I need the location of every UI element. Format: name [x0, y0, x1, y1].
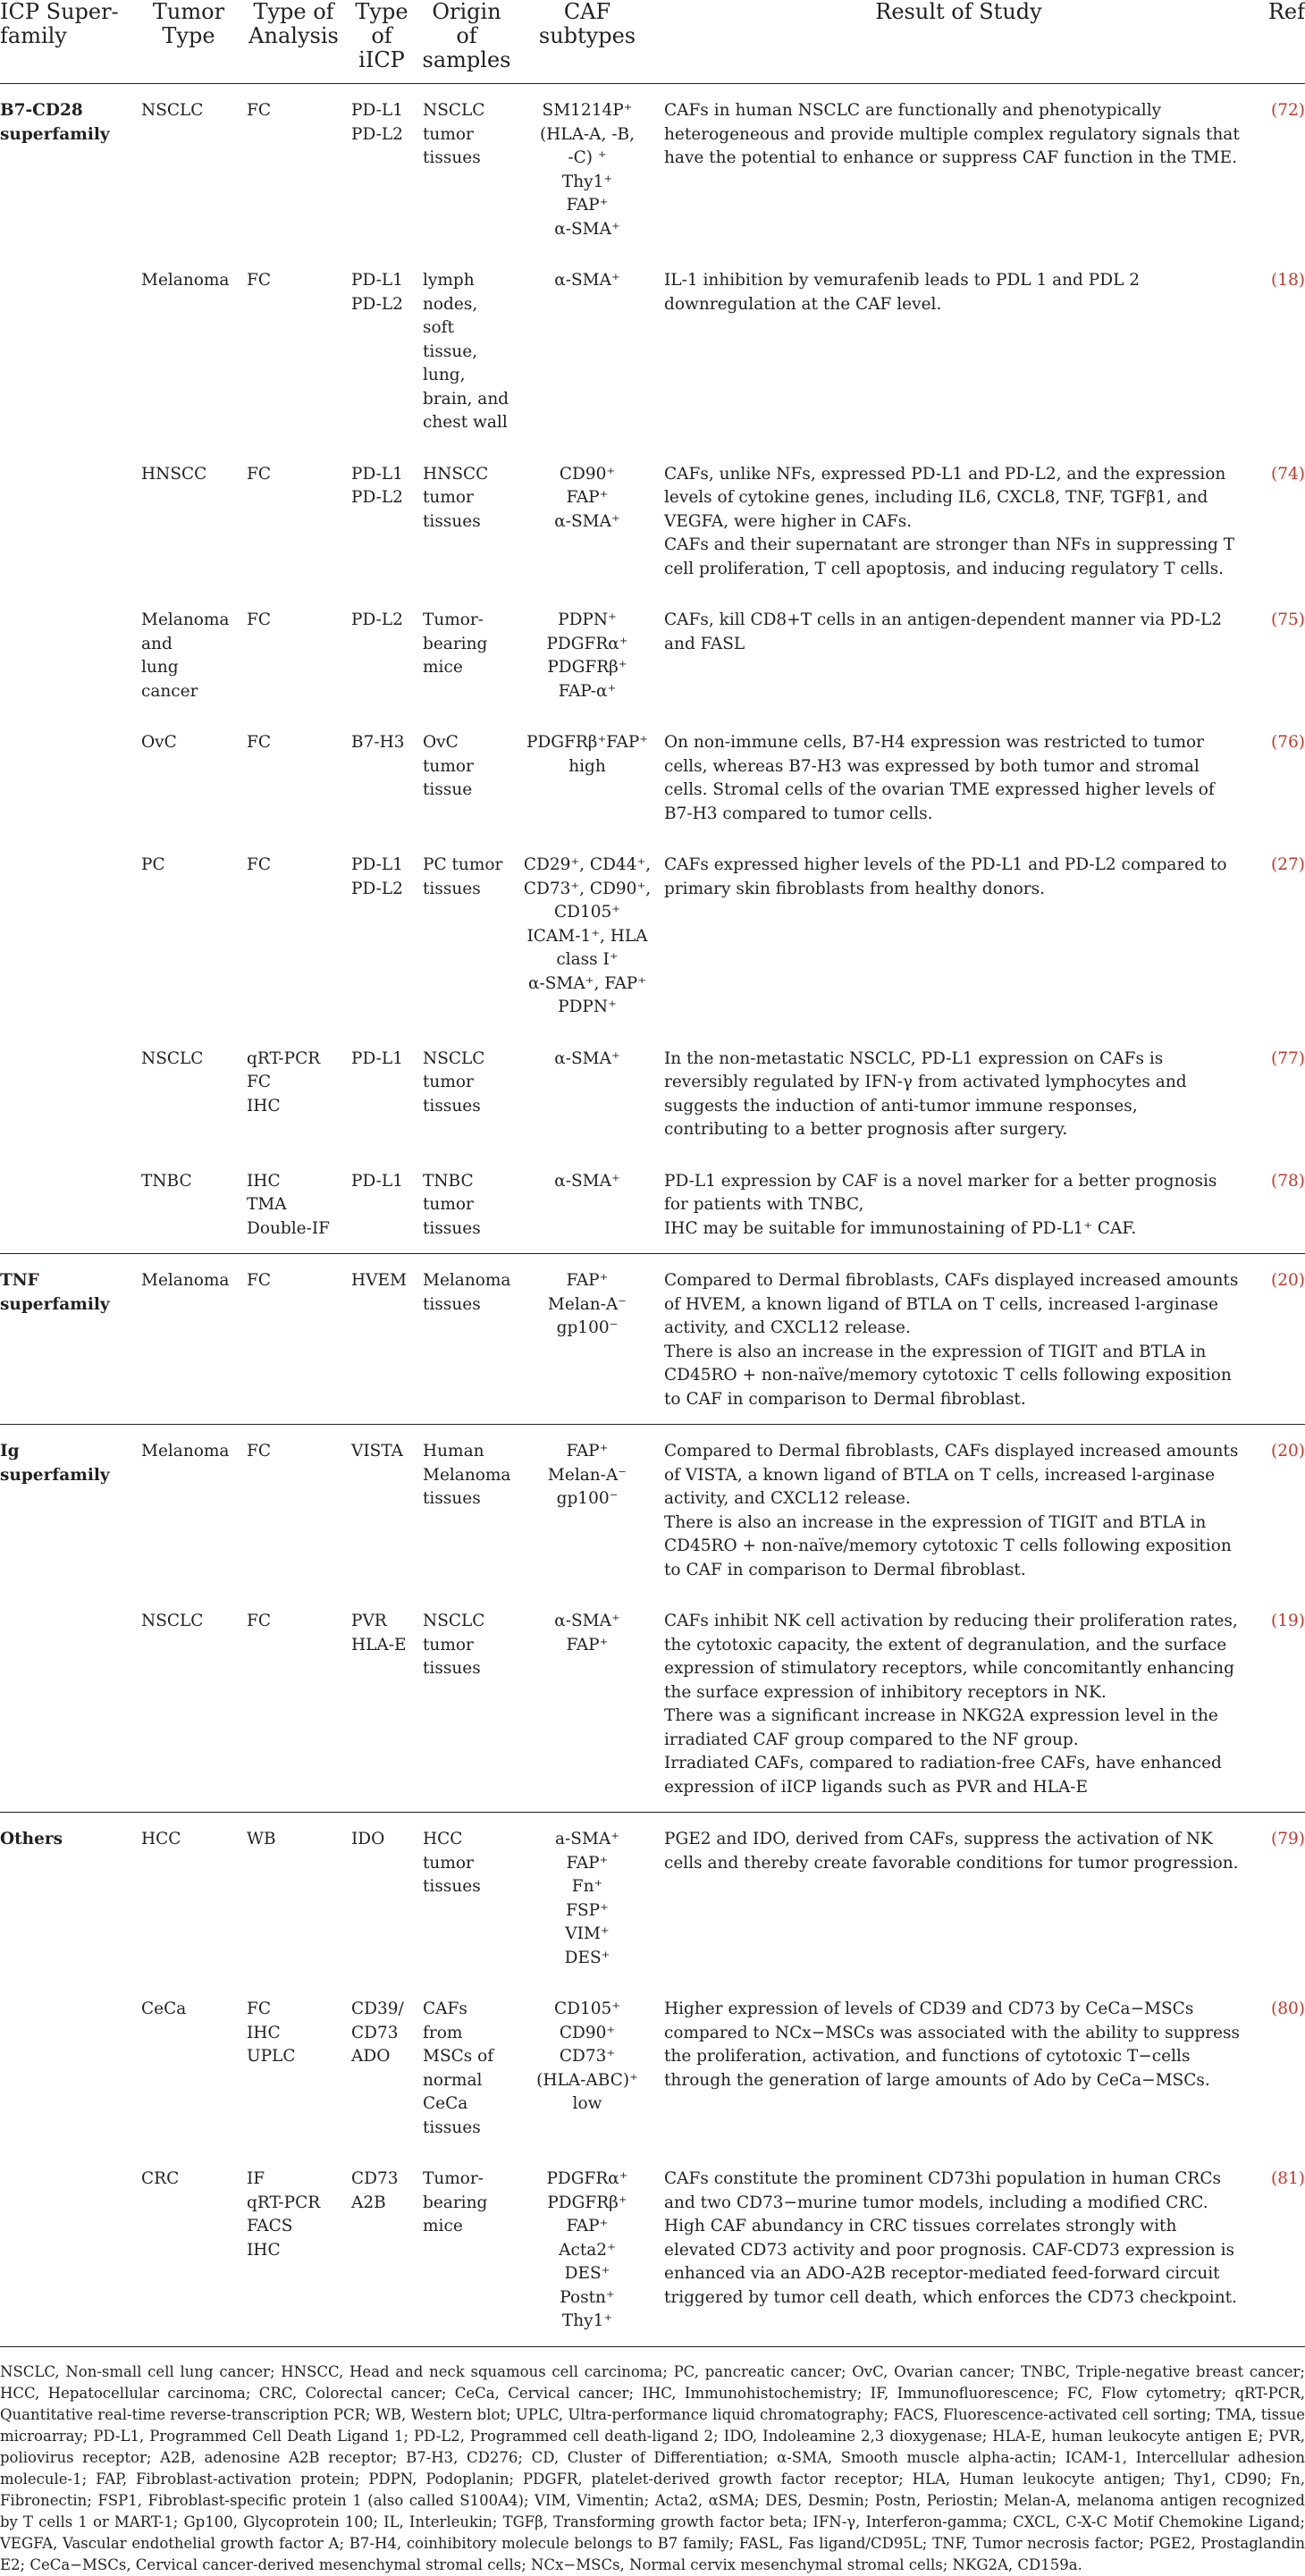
sample-origin-cell: CAFs from MSCs of normal CeCa tissues — [423, 1999, 494, 2137]
header-sample-origin: Origin of samples — [417, 0, 516, 84]
result-cell: CAFs constitute the prominent CD73hi population in human CRCs and two CD73−murine tumor models, including a modified CRC. High CAF abundancy in CRC tissues correlates strongly with elevated CD73 activity and poor prognosis. CAF-CD73 expression is enhanced via an ADO-A2B receptor-mediated feed-forward circuit triggered by tumor cell death, which enforces the CD73 checkpoint. — [664, 2169, 1237, 2307]
sample-origin-cell: HCC tumor tissues — [417, 1813, 516, 1983]
table-row — [0, 448, 1305, 594]
caf-subtypes-cell: PDPN⁺ PDGFRα⁺ PDGFRβ⁺ FAP-α⁺ — [546, 610, 628, 701]
caf-subtypes-cell: FAP⁺ Melan-A⁻ gp100⁻ — [516, 1254, 659, 1425]
tumor-type-cell: Melanoma — [136, 1254, 241, 1425]
table-row — [0, 1983, 1305, 2152]
tumor-type-cell: NSCLC — [141, 1612, 204, 1630]
ref-link[interactable]: (72) — [1259, 84, 1305, 255]
iicp-type-cell: PD-L1 — [351, 1171, 403, 1191]
ref-link[interactable]: (19) — [1271, 1612, 1305, 1630]
result-cell: PGE2 and IDO, derived from CAFs, suppress the activation of NK cells and thereby create favorable conditions for tumor progression. — [659, 1813, 1259, 1983]
analysis-type-cell: FC — [247, 1612, 271, 1630]
iicp-type-cell: B7-H3 — [351, 733, 405, 752]
sample-origin-cell: NSCLC tumor tissues — [417, 84, 516, 255]
analysis-type-cell: WB — [241, 1813, 346, 1983]
sample-origin-cell: NSCLC tumor tissues — [423, 1048, 485, 1115]
sample-origin-cell: lymph nodes, soft tissue, lung, brain, and chest wall — [423, 271, 509, 432]
icp-superfamily-cell — [0, 838, 136, 1032]
tumor-type-cell: Melanoma and lung cancer — [141, 610, 230, 701]
analysis-type-cell: qRT-PCR FC IHC — [247, 1048, 321, 1115]
header-icp-superfamily: ICP Super- family — [0, 0, 136, 84]
iicp-type-cell: PD-L1 PD-L2 — [351, 271, 403, 314]
tumor-type-cell: Melanoma — [136, 1425, 241, 1595]
analysis-type-cell: IHC TMA Double-IF — [247, 1171, 330, 1238]
tumor-type-cell: PC — [141, 855, 165, 874]
caf-subtypes-cell: α-SMA⁺ — [554, 1171, 620, 1191]
table-row — [0, 84, 1305, 255]
icp-superfamily-cell — [0, 1155, 136, 1254]
icp-superfamily-cell — [0, 1983, 136, 2152]
analysis-type-cell: FC — [247, 464, 271, 484]
icp-superfamily-cell — [0, 2152, 136, 2346]
ref-link[interactable]: (20) — [1259, 1425, 1305, 1595]
result-cell: CAFs in human NSCLC are functionally and phenotypically heterogeneous and provide multiple complex regulatory signals that have the potential to enhance or suppress CAF function in the TME. — [659, 84, 1259, 255]
iicp-type-cell: IDO — [346, 1813, 417, 1983]
tumor-type-cell: HCC — [136, 1813, 241, 1983]
ref-link[interactable]: (79) — [1259, 1813, 1305, 1983]
sample-origin-cell: TNBC tumor tissues — [423, 1171, 481, 1238]
table-header — [0, 0, 1305, 84]
table-row — [0, 838, 1305, 1032]
ref-link[interactable]: (77) — [1271, 1048, 1305, 1068]
table-row — [0, 593, 1305, 716]
ref-link[interactable]: (80) — [1271, 1999, 1305, 2018]
caf-subtypes-cell: a-SMA⁺ FAP⁺ Fn⁺ FSP⁺ VIM⁺ DES⁺ — [516, 1813, 659, 1983]
tumor-type-cell: NSCLC — [141, 1048, 204, 1068]
analysis-type-cell: FC — [247, 855, 271, 874]
icp-superfamily-cell: Ig superfamily — [0, 1425, 136, 1595]
sample-origin-cell: OvC tumor tissue — [423, 733, 474, 799]
iicp-type-cell: PD-L2 — [351, 610, 403, 629]
caf-subtypes-cell: CD90⁺ FAP⁺ α-SMA⁺ — [554, 464, 620, 531]
ref-link[interactable]: (76) — [1271, 733, 1305, 752]
iicp-type-cell: PD-L1 PD-L2 — [346, 84, 417, 255]
ref-link[interactable]: (78) — [1271, 1171, 1305, 1191]
header-tumor-type: Tumor Type — [136, 0, 241, 84]
caf-subtypes-cell: α-SMA⁺ — [554, 271, 620, 290]
result-cell: Compared to Dermal fibroblasts, CAFs displayed increased amounts of HVEM, a known ligand of BTLA on T cells, increased l-arginase activity, and CXCL12 release. There is also an increase in the expression of TIGIT and BTLA in CD45RO + non-naïve/memory cytotoxic T cells following exposition to CAF in comparison to Dermal fibroblast. — [659, 1254, 1259, 1425]
iicp-type-cell: VISTA — [346, 1425, 417, 1595]
sample-origin-cell: Melanoma tissues — [417, 1254, 516, 1425]
tumor-type-cell: HNSCC — [141, 464, 207, 484]
ref-link[interactable]: (75) — [1271, 610, 1305, 629]
table-row — [0, 2152, 1305, 2346]
header-iicp-type: Type of iICP — [346, 0, 417, 84]
tumor-type-cell: Melanoma — [141, 271, 230, 290]
caf-subtypes-cell: α-SMA⁺ FAP⁺ — [554, 1612, 620, 1654]
result-cell: CAFs, unlike NFs, expressed PD-L1 and PD-L2, and the expression levels of cytokine genes, including IL6, CXCL8, TNF, TGFβ1, and VEGFA, were higher in CAFs. CAFs and their supernatant are stronger than NFs in suppressing T cell proliferation, T cell apoptosis, and inducing regulatory T cells. — [664, 464, 1235, 578]
caf-subtypes-cell: CD29⁺, CD44⁺, CD73⁺, CD90⁺, CD105⁺ ICAM-1⁺, HLA class I⁺ α-SMA⁺, FAP⁺ PDPN⁺ — [523, 855, 652, 1016]
caf-subtypes-cell: SM1214P⁺ (HLA-A, -B, -C) ⁺ Thy1⁺ FAP⁺ α-SMA⁺ — [516, 84, 659, 255]
analysis-type-cell: FC — [247, 610, 271, 629]
table-row — [0, 1813, 1305, 1983]
result-cell: PD-L1 expression by CAF is a novel marker for a better prognosis for patients with TNBC, IHC may be suitable for immunostaining of PD-L1⁺ CAF. — [664, 1171, 1217, 1238]
table-row — [0, 1155, 1305, 1254]
caf-subtypes-cell: PDGFRβ⁺FAP⁺ high — [526, 733, 649, 776]
sample-origin-cell: PC tumor tissues — [423, 855, 503, 898]
ref-link[interactable]: (18) — [1271, 271, 1305, 290]
result-cell: CAFs, kill CD8+T cells in an antigen-dependent manner via PD-L2 and FASL — [664, 610, 1223, 653]
result-cell: On non-immune cells, B7-H4 expression was restricted to tumor cells, whereas B7-H3 was expressed by both tumor and stromal cells. Stromal cells of the ovarian TME expressed higher levels of B7-H3 compared to tumor cells. — [664, 733, 1215, 823]
tumor-type-cell: NSCLC — [136, 84, 241, 255]
icp-superfamily-cell — [0, 593, 136, 716]
table-row — [0, 1595, 1305, 1813]
result-cell: In the non-metastatic NSCLC, PD-L1 expression on CAFs is reversibly regulated by IFN-γ from activated lymphocytes and suggests the induction of anti-tumor immune responses, contributing to a better prognosis after surgery. — [664, 1048, 1187, 1139]
result-cell: CAFs inhibit NK cell activation by reducing their proliferation rates, the cytotoxic capacity, the extent of degranulation, and the surface expression of stimulatory receptors, while concomitantly enhancing the surface expression of inhibitory receptors in NK. There was a significant increase in NKG2A expression level in the irradiated CAF group compared to the NF group. Irradiated CAFs, compared to radiation-free CAFs, have enhanced expression of iICP ligands such as PVR and HLA-E — [664, 1612, 1238, 1797]
analysis-type-cell: FC — [247, 271, 271, 290]
analysis-type-cell: FC IHC UPLC — [247, 1999, 296, 2066]
iicp-type-cell: PVR HLA-E — [351, 1612, 407, 1654]
header-ref: Ref — [1259, 0, 1305, 84]
sample-origin-cell: NSCLC tumor tissues — [423, 1612, 485, 1678]
analysis-type-cell: IF qRT-PCR FACS IHC — [247, 2169, 321, 2260]
caf-subtypes-cell: α-SMA⁺ — [554, 1048, 620, 1068]
caf-subtypes-cell: FAP⁺ Melan-A⁻ gp100⁻ — [516, 1425, 659, 1595]
caf-subtypes-cell: PDGFRα⁺ PDGFRβ⁺ FAP⁺ Acta2⁺ DES⁺ Postn⁺ Thy1⁺ — [546, 2169, 628, 2330]
table-row — [0, 254, 1305, 448]
result-cell: CAFs expressed higher levels of the PD-L1 and PD-L2 compared to primary skin fibroblasts from healthy donors. — [664, 855, 1227, 898]
sample-origin-cell: Human Melanoma tissues — [417, 1425, 516, 1595]
table-row — [0, 1032, 1305, 1155]
header-analysis-type: Type of Analysis — [241, 0, 346, 84]
ref-link[interactable]: (81) — [1271, 2169, 1305, 2188]
icp-superfamily-cell — [0, 254, 136, 448]
analysis-type-cell: FC — [241, 84, 346, 255]
icp-superfamily-cell — [0, 1032, 136, 1155]
result-cell: IL-1 inhibition by vemurafenib leads to PDL 1 and PDL 2 downregulation at the CAF level. — [664, 271, 1141, 314]
table-row — [0, 1254, 1305, 1425]
tumor-type-cell: TNBC — [141, 1171, 192, 1191]
analysis-type-cell: FC — [241, 1425, 346, 1595]
header-caf-subtypes: CAF subtypes — [516, 0, 659, 84]
icp-superfamily-cell: B7-CD28 superfamily — [0, 84, 136, 255]
icp-superfamily-cell: Others — [0, 1813, 136, 1983]
icp-superfamily-cell: TNF superfamily — [0, 1254, 136, 1425]
header-result: Result of Study — [659, 0, 1259, 84]
caf-subtypes-cell: CD105⁺ CD90⁺ CD73⁺ (HLA-ABC)⁺ low — [536, 1999, 638, 2113]
iicp-type-cell: CD73 A2B — [351, 2169, 399, 2212]
iicp-type-cell: PD-L1 PD-L2 — [351, 855, 403, 898]
table-row — [0, 1425, 1305, 1595]
ref-link[interactable]: (27) — [1271, 855, 1305, 874]
iicp-type-cell: HVEM — [346, 1254, 417, 1425]
iicp-type-cell: CD39/ CD73 ADO — [351, 1999, 404, 2066]
tumor-type-cell: CeCa — [141, 1999, 187, 2018]
table-footnote: NSCLC, Non-small cell lung cancer; HNSCC, Head and neck squamous cell carcinoma; PC, pancreatic cancer; OvC, Ovarian cancer; TNBC, Triple-negative breast cancer; HCC, Hepatocellular carcinoma; CRC, Colorectal cancer; CeCa, Cervical cancer; IHC, Immunohistochemistry; IF, Immunofluorescence; FC, Flow cytometry; qRT-PCR, Quantitative real-time reverse-transcription PCR; WB, Western blot; UPLC, Ultra-performance liquid chromatography; FACS, Fluorescence-activated cell sorting; TMA, tissue microarray; PD-L1, Programmed Cell Death Ligand 1; PD-L2, Programmed cell death-ligand 2; IDO, Indoleamine 2,3 dioxygenase; HLA-E, human leukocyte antigen E; PVR, poliovirus receptor; A2B, adenosine A2B receptor; B7-H3, CD276; CD, Cluster of Differentiation; α-SMA, Smooth muscle alpha-actin; ICAM-1, Intercellular adhesion molecule-1; FAP, Fibroblast-activation protein; PDPN, Podoplanin; PDGFR, platelet-derived growth factor receptor; HLA, Human leukocyte antigen; Thy1, CD90; Fn, Fibronectin; FSP1, Fibroblast-specific protein 1 (also called S100A4); VIM, Vimentin; Acta2, αSMA; DES, Desmin; Postn, Periostin; Melan-A, melanoma antigen recognized by T cells 1 or MART-1; Gp100, Glycoprotein 100; IL, Interleukin; TGFβ, Transforming growth factor beta; IFN-γ, Interferon-gamma; CXCL, C-X-C Motif Chemokine Ligand; VEGFA, Vascular endothelial growth factor A; B7-H4, coinhibitory molecule belongs to B7 family; FASL, Fas ligand/CD95L; TNF, Tumor necrosis factor; PGE2, Prostaglandin E2; CeCa−MSCs, Cervical cancer-derived mesenchymal stromal cells; NCx−MSCs, Normal cervix mesenchymal stromal cells; NKG2A, CD159a. — [0, 2346, 1305, 2576]
tumor-type-cell: OvC — [141, 733, 177, 752]
sample-origin-cell: Tumor- bearing mice — [423, 2169, 488, 2235]
iicp-type-cell: PD-L1 PD-L2 — [351, 464, 403, 507]
icp-superfamily-cell — [0, 448, 136, 594]
icp-superfamily-cell — [0, 1595, 136, 1813]
ref-link[interactable]: (74) — [1271, 464, 1305, 484]
icp-superfamily-cell — [0, 716, 136, 838]
result-cell: Compared to Dermal fibroblasts, CAFs displayed increased amounts of VISTA, a known ligand of BTLA on T cells, increased l-arginase activity, and CXCL12 release. There is also an increase in the expression of TIGIT and BTLA in CD45RO + non-naïve/memory cytotoxic T cells following exposition to CAF in comparison to Dermal fibroblast. — [659, 1425, 1259, 1595]
sample-origin-cell: HNSCC tumor tissues — [423, 464, 489, 531]
tumor-type-cell: CRC — [141, 2169, 180, 2188]
sample-origin-cell: Tumor- bearing mice — [423, 610, 488, 677]
table-body — [0, 84, 1305, 2346]
table-row — [0, 716, 1305, 838]
result-cell: Higher expression of levels of CD39 and CD73 by CeCa−MSCs compared to NCx−MSCs was associated with the ability to suppress the proliferation, activation, and functions of cytotoxic T−cells through the generation of large amounts of Ado by CeCa−MSCs. — [664, 1999, 1240, 2090]
analysis-type-cell: FC — [247, 733, 271, 752]
ref-link[interactable]: (20) — [1259, 1254, 1305, 1425]
iicp-type-cell: PD-L1 — [351, 1048, 403, 1068]
analysis-type-cell: FC — [241, 1254, 346, 1425]
